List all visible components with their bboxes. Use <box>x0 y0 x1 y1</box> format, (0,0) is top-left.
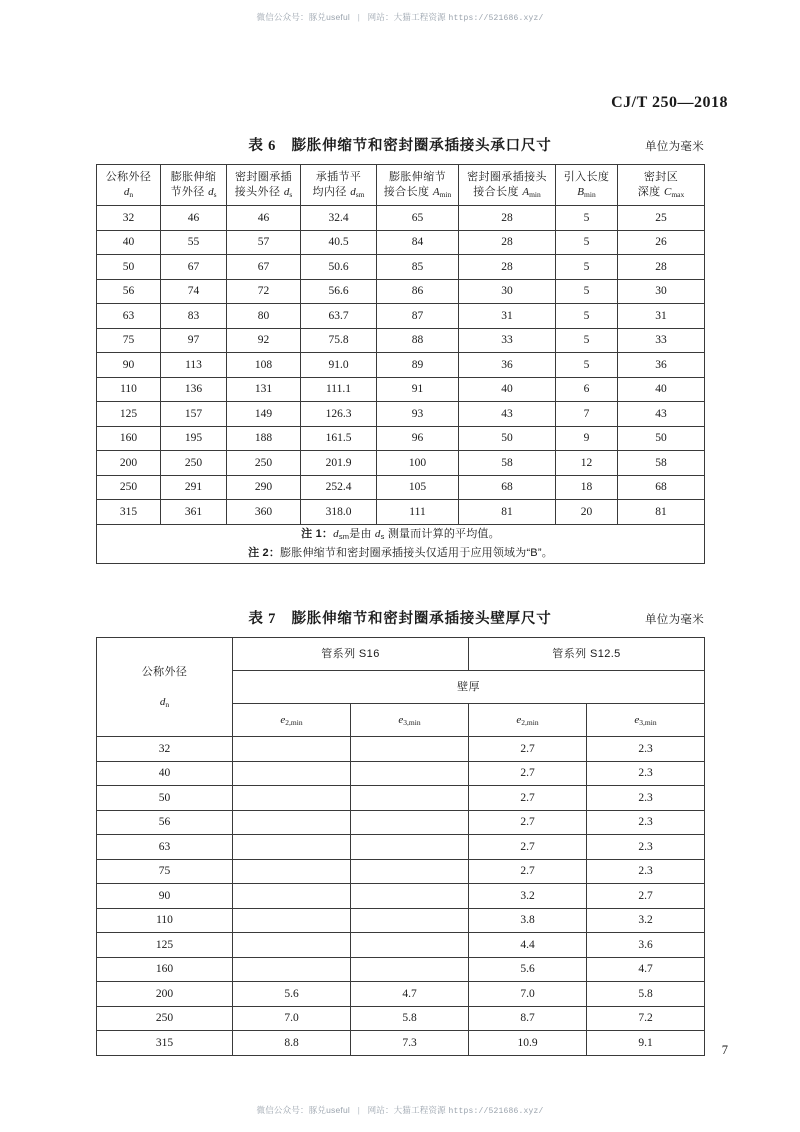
table-row <box>97 402 705 427</box>
table-cell: 2.7 <box>469 761 587 786</box>
table7-col-e3min-s125: $e_{3,min}$ <box>587 704 705 737</box>
table-cell <box>233 884 351 909</box>
table-cell: 75.8 <box>301 328 377 353</box>
table6-col-amin-expansion: 膨胀伸缩节 接合长度 $A_{min}$ <box>377 165 459 206</box>
table-cell: 67 <box>161 255 227 280</box>
table-cell: 2.3 <box>587 737 705 762</box>
table-cell: 149 <box>227 402 301 427</box>
table-cell: 2.7 <box>469 859 587 884</box>
table-cell: 56.6 <box>301 279 377 304</box>
table-cell: 5.8 <box>351 1006 469 1031</box>
table-row <box>97 230 705 255</box>
table-cell: 91.0 <box>301 353 377 378</box>
table-cell: 2.3 <box>587 786 705 811</box>
table-cell: 28 <box>618 255 705 280</box>
table-cell: 2.7 <box>469 737 587 762</box>
table-cell: 6 <box>556 377 618 402</box>
table-cell: 33 <box>618 328 705 353</box>
table-cell: 36 <box>459 353 556 378</box>
table-cell: 90 <box>97 353 161 378</box>
table-cell: 160 <box>97 426 161 451</box>
table-cell: 32 <box>97 737 233 762</box>
table-cell: 56 <box>97 810 233 835</box>
table6-notes <box>97 524 705 563</box>
table7-header-row-1 <box>97 638 705 671</box>
table-row <box>97 500 705 525</box>
table7-col-e2min-s125: $e_{2,min}$ <box>469 704 587 737</box>
table-cell: 8.8 <box>233 1031 351 1056</box>
table-cell: 7.0 <box>469 982 587 1007</box>
table6 <box>96 164 705 564</box>
table-cell: 65 <box>377 206 459 231</box>
table6-header-row <box>97 165 705 206</box>
table-cell: 72 <box>227 279 301 304</box>
table-cell <box>233 786 351 811</box>
table7-col-e2min-s16: $e_{2,min}$ <box>233 704 351 737</box>
table-cell: 31 <box>618 304 705 329</box>
watermark-bottom <box>0 1104 800 1116</box>
table7-group-s125: 管系列 S12.5 <box>469 638 705 671</box>
page-number: 7 <box>721 1043 728 1057</box>
table-cell <box>351 835 469 860</box>
table-cell: 125 <box>97 933 233 958</box>
table-cell <box>233 933 351 958</box>
table-cell: 7.0 <box>233 1006 351 1031</box>
table-cell: 50 <box>97 786 233 811</box>
table-cell: 68 <box>459 475 556 500</box>
table-row <box>97 279 705 304</box>
table-cell: 100 <box>377 451 459 476</box>
table-cell: 67 <box>227 255 301 280</box>
table-row <box>97 353 705 378</box>
table-cell: 46 <box>161 206 227 231</box>
table-cell <box>351 957 469 982</box>
table-cell: 9.1 <box>587 1031 705 1056</box>
table-cell <box>351 933 469 958</box>
table-cell: 25 <box>618 206 705 231</box>
table-row <box>97 328 705 353</box>
table-cell: 85 <box>377 255 459 280</box>
table-cell: 7 <box>556 402 618 427</box>
table-cell: 250 <box>97 1006 233 1031</box>
table-row <box>97 835 705 860</box>
table6-note-1: 注 1：$d_{sm}$是由 $d_s$ 测量而计算的平均值。 <box>301 527 500 541</box>
table-cell: 58 <box>618 451 705 476</box>
table-cell: 5.6 <box>469 957 587 982</box>
watermark-separator: | <box>357 12 360 22</box>
table-cell: 96 <box>377 426 459 451</box>
table-cell: 8.7 <box>469 1006 587 1031</box>
table-cell: 318.0 <box>301 500 377 525</box>
table-row <box>97 426 705 451</box>
table-cell: 5 <box>556 230 618 255</box>
table-cell: 108 <box>227 353 301 378</box>
table-cell: 50 <box>618 426 705 451</box>
table-cell: 361 <box>161 500 227 525</box>
table-cell <box>351 908 469 933</box>
table-cell: 32 <box>97 206 161 231</box>
table-row <box>97 206 705 231</box>
table-cell: 97 <box>161 328 227 353</box>
watermark-top <box>0 11 800 23</box>
watermark-wechat: 微信公众号：豚兑useful <box>256 12 351 22</box>
table7-col-dn: 公称外径 $d_n$ <box>97 638 233 737</box>
table-cell: 250 <box>161 451 227 476</box>
table-cell: 290 <box>227 475 301 500</box>
table-cell: 161.5 <box>301 426 377 451</box>
table-cell: 4.4 <box>469 933 587 958</box>
table7-group-s16: 管系列 S16 <box>233 638 469 671</box>
table-cell: 43 <box>618 402 705 427</box>
table-cell: 75 <box>97 328 161 353</box>
table-cell: 188 <box>227 426 301 451</box>
table6-caption-row <box>96 134 704 158</box>
table7-caption: 表 7 膨胀伸缩节和密封圈承插接头壁厚尺寸 <box>248 611 552 627</box>
table-row <box>97 1031 705 1056</box>
table-cell: 18 <box>556 475 618 500</box>
table-row <box>97 761 705 786</box>
table-cell: 36 <box>618 353 705 378</box>
table-row <box>97 451 705 476</box>
table-cell <box>351 786 469 811</box>
table-cell: 111 <box>377 500 459 525</box>
table6-caption: 表 6 膨胀伸缩节和密封圈承插接头承口尺寸 <box>248 138 552 154</box>
table-cell: 88 <box>377 328 459 353</box>
table6-footer <box>97 524 705 563</box>
table-cell: 315 <box>97 1031 233 1056</box>
table-cell: 28 <box>459 255 556 280</box>
table6-col-dn: 公称外径 $d_n$ <box>97 165 161 206</box>
table-cell: 113 <box>161 353 227 378</box>
table-cell: 40 <box>618 377 705 402</box>
table-cell: 3.2 <box>587 908 705 933</box>
table-cell: 111.1 <box>301 377 377 402</box>
table-cell: 50 <box>459 426 556 451</box>
table-cell: 3.8 <box>469 908 587 933</box>
table-cell: 91 <box>377 377 459 402</box>
table-row <box>97 255 705 280</box>
table-cell: 33 <box>459 328 556 353</box>
table6-col-ds-seal: 密封圈承插 接头外径 $d_s$ <box>227 165 301 206</box>
table-cell: 9 <box>556 426 618 451</box>
table-cell: 5 <box>556 279 618 304</box>
table-cell: 160 <box>97 957 233 982</box>
table7-wall-thickness-label: 壁厚 <box>233 671 705 704</box>
table-cell: 50.6 <box>301 255 377 280</box>
table-cell: 84 <box>377 230 459 255</box>
table-cell: 90 <box>97 884 233 909</box>
table-cell <box>233 859 351 884</box>
table-cell: 93 <box>377 402 459 427</box>
table-cell <box>351 884 469 909</box>
table6-col-ds-expansion: 膨胀伸缩 节外径 $d_s$ <box>161 165 227 206</box>
table-row <box>97 786 705 811</box>
table-cell: 89 <box>377 353 459 378</box>
table-cell: 5.6 <box>233 982 351 1007</box>
watermark-separator: | <box>357 1105 360 1115</box>
table-cell: 32.4 <box>301 206 377 231</box>
table-cell: 5 <box>556 206 618 231</box>
table-cell: 28 <box>459 206 556 231</box>
table7-block <box>96 607 704 1056</box>
table-cell: 68 <box>618 475 705 500</box>
table-cell <box>233 737 351 762</box>
table-cell: 43 <box>459 402 556 427</box>
table6-block <box>96 134 704 564</box>
table-row <box>97 1006 705 1031</box>
table-cell: 250 <box>227 451 301 476</box>
table-cell: 10.9 <box>469 1031 587 1056</box>
table-row <box>97 884 705 909</box>
table-cell: 136 <box>161 377 227 402</box>
table-cell: 252.4 <box>301 475 377 500</box>
table6-col-bmin: 引入长度 $B_{min}$ <box>556 165 618 206</box>
table-cell: 7.2 <box>587 1006 705 1031</box>
watermark-wechat: 微信公众号：豚兑useful <box>256 1105 351 1115</box>
table-cell <box>233 957 351 982</box>
table6-col-amin-seal: 密封圈承插接头 接合长度 $A_{min}$ <box>459 165 556 206</box>
table-cell: 200 <box>97 982 233 1007</box>
table-cell: 57 <box>227 230 301 255</box>
table-row <box>97 737 705 762</box>
table-cell: 30 <box>459 279 556 304</box>
table-row <box>97 859 705 884</box>
table6-notes-row <box>97 524 705 563</box>
table-cell: 201.9 <box>301 451 377 476</box>
table-cell: 5.8 <box>587 982 705 1007</box>
table-cell: 315 <box>97 500 161 525</box>
table-cell: 81 <box>459 500 556 525</box>
table-cell: 20 <box>556 500 618 525</box>
table-cell: 131 <box>227 377 301 402</box>
table-row <box>97 810 705 835</box>
table6-unit-note: 单位为毫米 <box>645 141 704 153</box>
table-cell: 5 <box>556 328 618 353</box>
table-cell: 75 <box>97 859 233 884</box>
table-cell: 56 <box>97 279 161 304</box>
table-cell: 74 <box>161 279 227 304</box>
table-cell: 63.7 <box>301 304 377 329</box>
table6-col-dsm: 承插节平 均内径 $d_{sm}$ <box>301 165 377 206</box>
table-cell: 2.3 <box>587 859 705 884</box>
table-cell: 63 <box>97 835 233 860</box>
table-cell: 40.5 <box>301 230 377 255</box>
table-cell: 110 <box>97 908 233 933</box>
table-cell: 200 <box>97 451 161 476</box>
table-cell: 80 <box>227 304 301 329</box>
table6-body <box>97 206 705 525</box>
table-cell <box>351 737 469 762</box>
table-cell: 46 <box>227 206 301 231</box>
table-cell <box>351 761 469 786</box>
table-row <box>97 475 705 500</box>
table-cell: 2.7 <box>469 786 587 811</box>
table-cell: 126.3 <box>301 402 377 427</box>
table-cell <box>233 908 351 933</box>
table-cell: 7.3 <box>351 1031 469 1056</box>
table-row <box>97 304 705 329</box>
table-cell: 110 <box>97 377 161 402</box>
table-cell: 2.7 <box>587 884 705 909</box>
table-cell: 2.7 <box>469 810 587 835</box>
table-cell: 5 <box>556 353 618 378</box>
table-cell: 125 <box>97 402 161 427</box>
watermark-site: 网站：大猫工程资源 <box>367 12 446 22</box>
table6-note-2: 注 2：膨胀伸缩节和密封圈承插接头仅适用于应用领域为“B”。 <box>248 546 553 559</box>
table-cell: 5 <box>556 255 618 280</box>
table6-header <box>97 165 705 206</box>
table-cell: 87 <box>377 304 459 329</box>
table-row <box>97 982 705 1007</box>
table-cell: 40 <box>97 761 233 786</box>
table-row <box>97 957 705 982</box>
table-cell: 3.6 <box>587 933 705 958</box>
table-cell: 40 <box>459 377 556 402</box>
watermark-site: 网站：大猫工程资源 <box>367 1105 446 1115</box>
table-cell: 50 <box>97 255 161 280</box>
table-cell: 4.7 <box>351 982 469 1007</box>
table-cell: 26 <box>618 230 705 255</box>
table-cell: 5 <box>556 304 618 329</box>
table-cell <box>233 761 351 786</box>
table-cell: 63 <box>97 304 161 329</box>
table-cell: 2.3 <box>587 810 705 835</box>
table-cell: 83 <box>161 304 227 329</box>
table-row <box>97 908 705 933</box>
table7 <box>96 637 705 1056</box>
standard-number-header: CJ/T 250—2018 <box>611 94 728 111</box>
table-cell: 4.7 <box>587 957 705 982</box>
table-cell: 360 <box>227 500 301 525</box>
table-cell <box>351 859 469 884</box>
table-cell: 2.3 <box>587 835 705 860</box>
table-cell: 92 <box>227 328 301 353</box>
table-cell: 86 <box>377 279 459 304</box>
watermark-url: https://521686.xyz/ <box>448 14 544 23</box>
table-cell: 2.7 <box>469 835 587 860</box>
table7-col-e3min-s16: $e_{3,min}$ <box>351 704 469 737</box>
table-row <box>97 377 705 402</box>
table-cell: 30 <box>618 279 705 304</box>
table-cell: 105 <box>377 475 459 500</box>
table-cell: 2.3 <box>587 761 705 786</box>
table-cell <box>233 810 351 835</box>
table-cell <box>351 810 469 835</box>
table7-body <box>97 737 705 1056</box>
watermark-url: https://521686.xyz/ <box>448 1107 544 1116</box>
table6-col-cmax: 密封区 深度 $C_{max}$ <box>618 165 705 206</box>
table-cell: 58 <box>459 451 556 476</box>
table7-caption-row <box>96 607 704 631</box>
table-cell: 3.2 <box>469 884 587 909</box>
table-cell: 31 <box>459 304 556 329</box>
table-cell: 40 <box>97 230 161 255</box>
table7-unit-note: 单位为毫米 <box>645 614 704 626</box>
table-cell: 195 <box>161 426 227 451</box>
table-cell: 291 <box>161 475 227 500</box>
table7-header <box>97 638 705 737</box>
table-cell: 12 <box>556 451 618 476</box>
table-cell: 28 <box>459 230 556 255</box>
table-row <box>97 933 705 958</box>
table-cell <box>233 835 351 860</box>
table-cell: 81 <box>618 500 705 525</box>
table-cell: 157 <box>161 402 227 427</box>
table-cell: 55 <box>161 230 227 255</box>
table-cell: 250 <box>97 475 161 500</box>
